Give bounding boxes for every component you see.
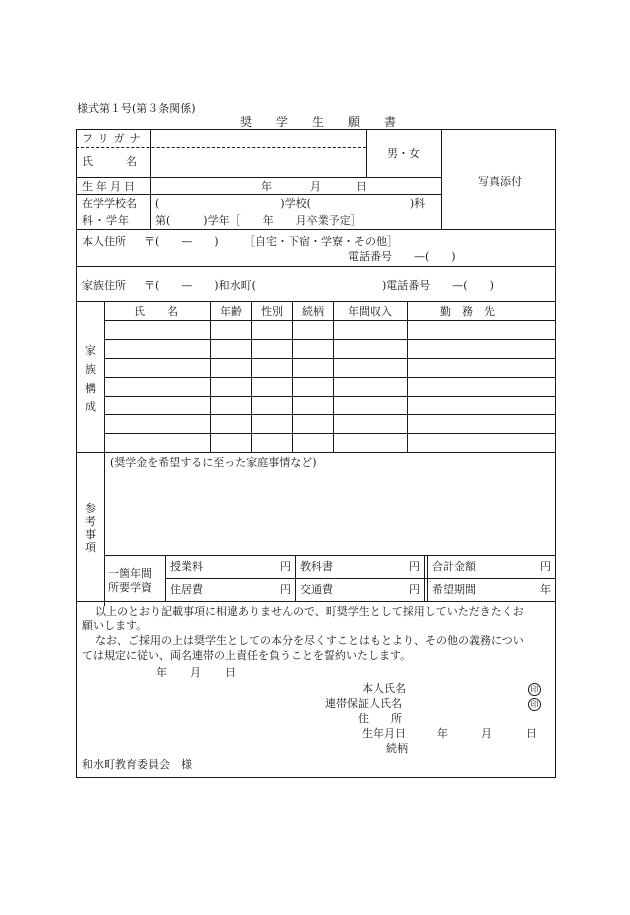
- family-section-char-2: 族: [85, 363, 96, 376]
- photo-label: 写真添付: [478, 175, 522, 188]
- furigana-label: フリガナ: [82, 132, 146, 145]
- housing-unit: 円: [280, 583, 291, 596]
- ref-section-char-4: 項: [85, 541, 96, 554]
- pledge-p1-line1: 以上のとおり記載事項に相違ありませんので、町奨学生として採用していただきたくお: [95, 605, 524, 618]
- tuition-label: 授業料: [170, 560, 203, 573]
- ref-section-char-3: 事: [85, 528, 96, 541]
- family-phone: )電話番号 —( ): [382, 279, 494, 292]
- guarantor-dob-year: 年: [437, 727, 448, 740]
- pledge-date-day: 日: [225, 666, 236, 679]
- cost-label-line2: 所要学資: [108, 581, 152, 594]
- guarantor-dob-month: 月: [481, 727, 492, 740]
- school-label: 在学学校名: [82, 197, 137, 210]
- grade-label: 科・学年: [82, 214, 130, 227]
- frame-top: [76, 129, 556, 130]
- period-label: 希望期間: [432, 583, 476, 596]
- grade-field: 第( )学年［ 年 月卒業予定］: [155, 214, 362, 227]
- self-postal: 〒( — ): [144, 235, 219, 248]
- guarantor-label: 連帯保証人氏名: [325, 697, 402, 710]
- total-label: 合計金額: [432, 560, 476, 573]
- family-postal: 〒( — )和水町(: [144, 279, 256, 292]
- period-unit: 年: [540, 583, 551, 596]
- guarantor-dob-day: 日: [526, 727, 537, 740]
- ref-section-char-1: 参: [85, 502, 96, 515]
- cost-label-line1: 一箇年間: [108, 567, 152, 580]
- pledge-date-month: 月: [190, 666, 201, 679]
- dob-label: 生年月日: [82, 180, 138, 193]
- self-address-label: 本人住所: [82, 235, 126, 248]
- col-relation: 続柄: [302, 305, 324, 318]
- col-sex: 性別: [261, 305, 283, 318]
- dob-year: 年: [261, 180, 272, 193]
- textbook-unit: 円: [409, 560, 420, 573]
- col-age: 年齢: [220, 305, 242, 318]
- total-unit: 円: [540, 560, 551, 573]
- tuition-unit: 円: [280, 560, 291, 573]
- col-workplace: 勤 務 先: [440, 305, 495, 318]
- col-income: 年間収入: [348, 305, 392, 318]
- guarantor-dob-label: 生年月日: [362, 727, 406, 740]
- pledge-p2-line1: なお、ご採用の上は奨学生としての本分を尽くすことはもとより、その他の義務につい: [95, 634, 524, 647]
- reference-note: (奨学金を希望するに至った家庭事情など): [110, 456, 317, 469]
- dob-month: 月: [310, 180, 321, 193]
- self-residence-type: ［自宅・下宿・学寮・その他］: [244, 235, 398, 248]
- col-name: 氏 名: [134, 305, 178, 318]
- pledge-p1-line2: 願いします。: [82, 619, 148, 632]
- frame-left: [76, 129, 77, 778]
- form-number: 様式第１号(第３条関係): [77, 102, 196, 115]
- frame-right: [555, 129, 556, 778]
- guarantor-seal: 印: [528, 698, 541, 711]
- family-section-char-1: 家: [85, 344, 96, 357]
- recipient: 和水町教育委員会 様: [82, 758, 192, 771]
- school-field: ( )学校( )科: [155, 197, 426, 210]
- transport-label: 交通費: [300, 583, 333, 596]
- guarantor-address-label: 住 所: [358, 712, 402, 725]
- ref-section-char-2: 考: [85, 515, 96, 528]
- family-address-label: 家族住所: [82, 279, 126, 292]
- guarantor-relation-label: 続柄: [386, 742, 408, 755]
- dob-day: 日: [356, 180, 367, 193]
- family-section-char-4: 成: [85, 400, 96, 413]
- pledge-date-year: 年: [156, 666, 167, 679]
- pledge-p2-line2: ては規定に従い、両名連帯の上責任を負うことを誓約いたします。: [82, 649, 412, 662]
- form-title: 奨 学 生 願 書: [240, 115, 403, 129]
- frame-bottom: [76, 777, 556, 778]
- name-label: 氏 名: [82, 155, 137, 168]
- signer-seal: 印: [528, 683, 541, 696]
- textbook-label: 教科書: [300, 560, 333, 573]
- signer-label: 本人氏名: [362, 682, 406, 695]
- transport-unit: 円: [409, 583, 420, 596]
- housing-label: 住居費: [170, 583, 203, 596]
- family-section-char-3: 構: [85, 382, 96, 395]
- gender-label: 男・女: [387, 147, 420, 160]
- self-phone: 電話番号 —( ): [348, 250, 456, 263]
